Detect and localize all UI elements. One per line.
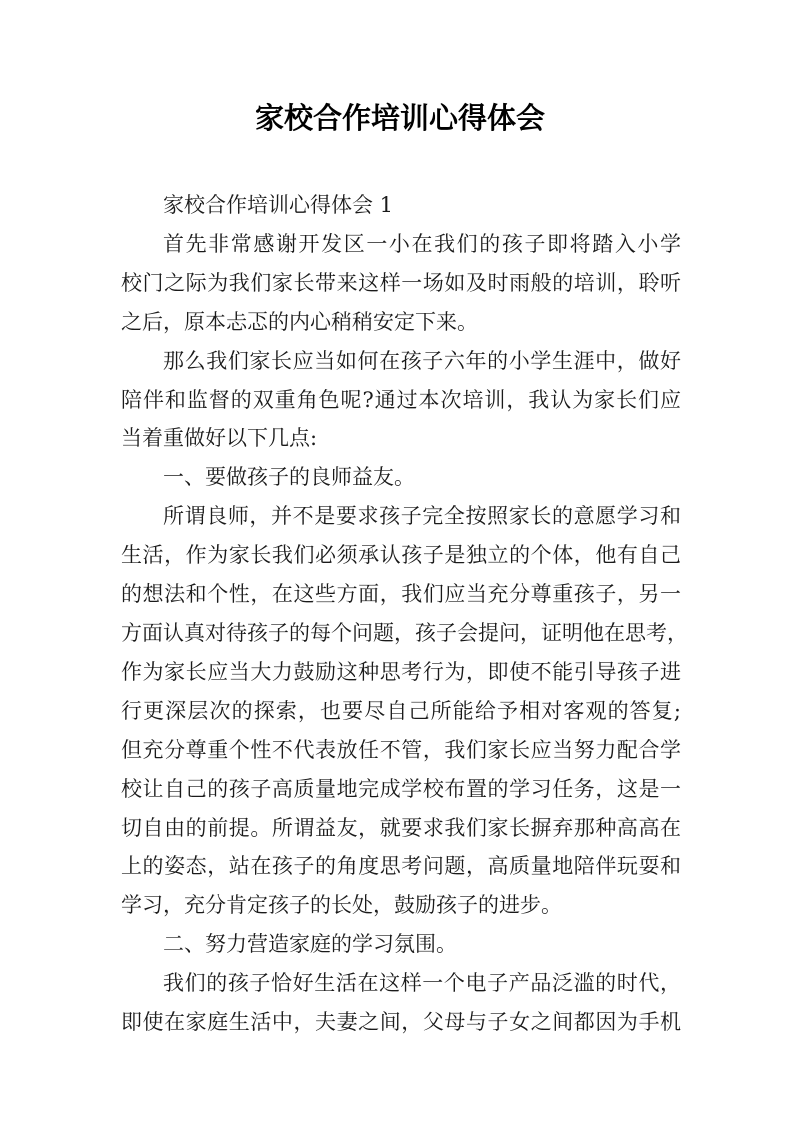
paragraph-line: 学习，充分肯定孩子的长处，鼓励孩子的进步。: [121, 893, 562, 918]
paragraph-line: 所谓良师，并不是要求孩子完全按照家长的意愿学习和: [163, 504, 681, 529]
paragraph-line: 上的姿态，站在孩子的角度思考问题，高质量地陪伴玩耍和: [121, 854, 681, 879]
paragraph-line: 首先非常感谢开发区一小在我们的孩子即将踏入小学: [163, 231, 681, 256]
paragraph-line: 校门之际为我们家长带来这样一场如及时雨般的培训，聆听: [121, 270, 681, 295]
paragraph-line: 方面认真对待孩子的每个问题，孩子会提问，证明他在思考，: [121, 620, 688, 645]
section-heading: 家校合作培训心得体会 1: [163, 193, 394, 217]
paragraph: [121, 458, 681, 497]
paragraph-line: 之后，原本忐忑的内心稍稍安定下来。: [121, 309, 478, 334]
paragraph-line: 行更深层次的探索，也要尽自己所能给予相对客观的答复;: [121, 698, 681, 723]
paragraph-line: 作为家长应当大力鼓励这种思考行为，即使不能引导孩子进: [121, 659, 681, 684]
paragraph-line: 生活，作为家长我们必须承认孩子是独立的个体，他有自己: [121, 543, 681, 568]
paragraph-line: 一、要做孩子的良师益友。: [163, 465, 415, 490]
paragraph-line: 但充分尊重个性不代表放任不管，我们家长应当努力配合学: [121, 737, 681, 762]
paragraph-line: 二、努力营造家庭的学习氛围。: [163, 932, 457, 957]
paragraph-line: 我们的孩子恰好生活在这样一个电子产品泛滥的时代，: [163, 971, 681, 996]
paragraph-line: 即使在家庭生活中，夫妻之间，父母与子女之间都因为手机: [121, 1010, 681, 1035]
paragraph-line: 当着重做好以下几点:: [121, 426, 318, 451]
paragraph: [121, 342, 681, 459]
paragraph: [121, 964, 681, 1042]
paragraph-line: 陪伴和监督的双重角色呢?通过本次培训，我认为家长们应: [121, 387, 681, 412]
paragraph: [121, 925, 681, 964]
paragraph: [121, 225, 681, 342]
document-body: [121, 186, 688, 1042]
document-title: 家校合作培训心得体会: [254, 101, 545, 135]
paragraph-list: [121, 225, 688, 1042]
paragraph-line: 校让自己的孩子高质量地完成学校布置的学习任务，这是一: [121, 776, 681, 801]
paragraph-line: 切自由的前提。所谓益友，就要求我们家长摒弃那种高高在: [121, 815, 681, 840]
paragraph-line: 的想法和个性，在这些方面，我们应当充分尊重孩子，另一: [121, 582, 681, 607]
paragraph: [121, 497, 688, 925]
paragraph-line: 那么我们家长应当如何在孩子六年的小学生涯中，做好: [163, 348, 681, 373]
